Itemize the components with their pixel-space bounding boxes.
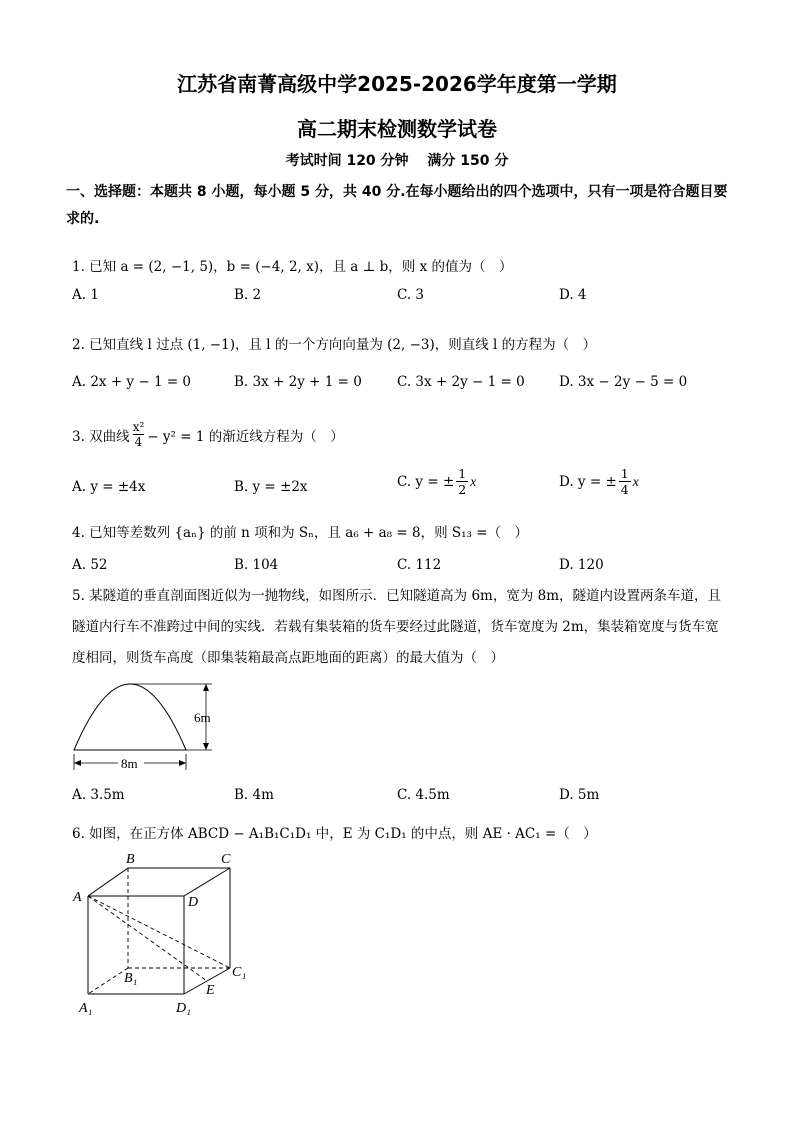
exam-title: 江苏省南菁高级中学2025-2026学年度第一学期 bbox=[177, 72, 617, 96]
vertex-label-d1: D₁ bbox=[176, 1001, 191, 1016]
q3-stem-suffix: − y² = 1 的渐近线方程为（ ） bbox=[147, 428, 344, 445]
q3-option-c-numerator: 1 bbox=[458, 466, 467, 481]
q1-option-b: B. 2 bbox=[234, 287, 262, 303]
q3-option-d-fraction bbox=[619, 466, 631, 497]
question-2-stem: 2. 已知直线 l 过点 (1, −1)，且 l 的一个方向向量为 (2, −3)，则直线 l 的方程为（ ） bbox=[72, 337, 597, 353]
q3-stem-prefix: 3. 双曲线 bbox=[72, 428, 130, 445]
arrow-down-icon bbox=[203, 743, 209, 750]
vertex-label-b1: B₁ bbox=[124, 971, 138, 986]
q3-option-c-label: C. y = ± bbox=[397, 473, 455, 490]
q3-option-d-label: D. y = ± bbox=[559, 473, 617, 490]
q3-option-d bbox=[559, 466, 639, 497]
question-4-stem: 4. 已知等差数列 {aₙ} 的前 n 项和为 Sₙ，且 a₆ + a₈ = 8，则 S₁₃ =（ ） bbox=[72, 525, 529, 541]
q2-option-a: A. 2x + y − 1 = 0 bbox=[72, 374, 192, 390]
question-5-stem: 5. 某隧道的垂直剖面图近似为一抛物线，如图所示．已知隧道高为 6m，宽为 8m，隧道内设置两条车道，且隧道内行车不准跨过中间的实线．若载有集装箱的货车要经过此隧道，货车宽度为 2m，集装箱宽度与货车宽度相同，则货车高度（即集装箱最高点距地面的距离）的最大值为（ ） bbox=[72, 588, 722, 666]
question-6-stem: 6. 如图，在正方体 ABCD − A₁B₁C₁D₁ 中，E 为 C₁D₁ 的中点，则 AE · AC₁ =（ ） bbox=[72, 826, 597, 842]
height-label: 6m bbox=[194, 710, 211, 725]
vertex-label-a: A bbox=[73, 890, 82, 905]
q3-frac-numerator: x² bbox=[132, 420, 145, 434]
q4-option-b: B. 104 bbox=[234, 557, 279, 573]
q5-option-d: D. 5m bbox=[559, 787, 600, 803]
q1-option-a: A. 1 bbox=[72, 287, 99, 303]
q2-option-d: D. 3x − 2y − 5 = 0 bbox=[559, 374, 688, 390]
q3-option-b: B. y = ±2x bbox=[234, 479, 308, 495]
diagonal-ac1 bbox=[88, 896, 230, 968]
q2-option-c: C. 3x + 2y − 1 = 0 bbox=[397, 374, 525, 390]
vertex-label-c1: C₁ bbox=[232, 965, 247, 980]
q4-option-a: A. 52 bbox=[72, 557, 108, 573]
q3-frac-denominator: 4 bbox=[134, 435, 143, 449]
arrow-left-icon bbox=[74, 760, 81, 766]
q5-option-a: A. 3.5m bbox=[72, 787, 125, 803]
q3-option-d-numerator: 1 bbox=[620, 466, 629, 481]
q3-option-c-fraction bbox=[456, 466, 468, 497]
question-3-stem bbox=[72, 420, 344, 449]
vertex-label-d: D bbox=[188, 895, 199, 910]
q5-option-b: B. 4m bbox=[234, 787, 274, 803]
arrow-up-icon bbox=[203, 684, 209, 691]
tunnel-parabola bbox=[74, 684, 186, 750]
q1-option-d: D. 4 bbox=[559, 287, 587, 303]
q3-option-d-denominator: 4 bbox=[620, 482, 629, 497]
q5-option-c: C. 4.5m bbox=[397, 787, 450, 803]
exam-subtitle: 高二期末检测数学试卷 bbox=[297, 117, 497, 141]
q3-option-a: A. y = ±4x bbox=[72, 479, 146, 495]
q3-option-c-var: x bbox=[470, 473, 477, 489]
q1-option-c: C. 3 bbox=[397, 287, 425, 303]
q3-option-c-denominator: 2 bbox=[458, 482, 467, 497]
width-label: 8m bbox=[121, 756, 138, 771]
tunnel-figure bbox=[66, 678, 226, 774]
q3-option-c bbox=[397, 466, 476, 497]
exam-info: 考试时间 120 分钟 满分 150 分 bbox=[285, 153, 509, 169]
vertex-label-c: C bbox=[221, 852, 231, 867]
q4-option-d: D. 120 bbox=[559, 557, 604, 573]
question-1-stem: 1. 已知 a = (2, −1, 5)，b = (−4, 2, x)，且 a ⊥ b，则 x 的值为（ ） bbox=[72, 259, 513, 275]
q2-option-b: B. 3x + 2y + 1 = 0 bbox=[234, 374, 362, 390]
q3-option-d-var: x bbox=[632, 473, 639, 489]
q4-option-c: C. 112 bbox=[397, 557, 442, 573]
vertex-label-b: B bbox=[126, 852, 135, 867]
vertex-label-a1: A₁ bbox=[79, 1001, 93, 1016]
arrow-right-icon bbox=[179, 760, 186, 766]
cube-figure bbox=[70, 848, 260, 1020]
section-heading: 一、选择题：本题共 8 小题，每小题 5 分，共 40 分.在每小题给出的四个选项中，只有一项是符合题目要求的. bbox=[66, 184, 728, 227]
q3-stem-fraction bbox=[133, 420, 145, 449]
point-label-e: E bbox=[206, 983, 215, 998]
